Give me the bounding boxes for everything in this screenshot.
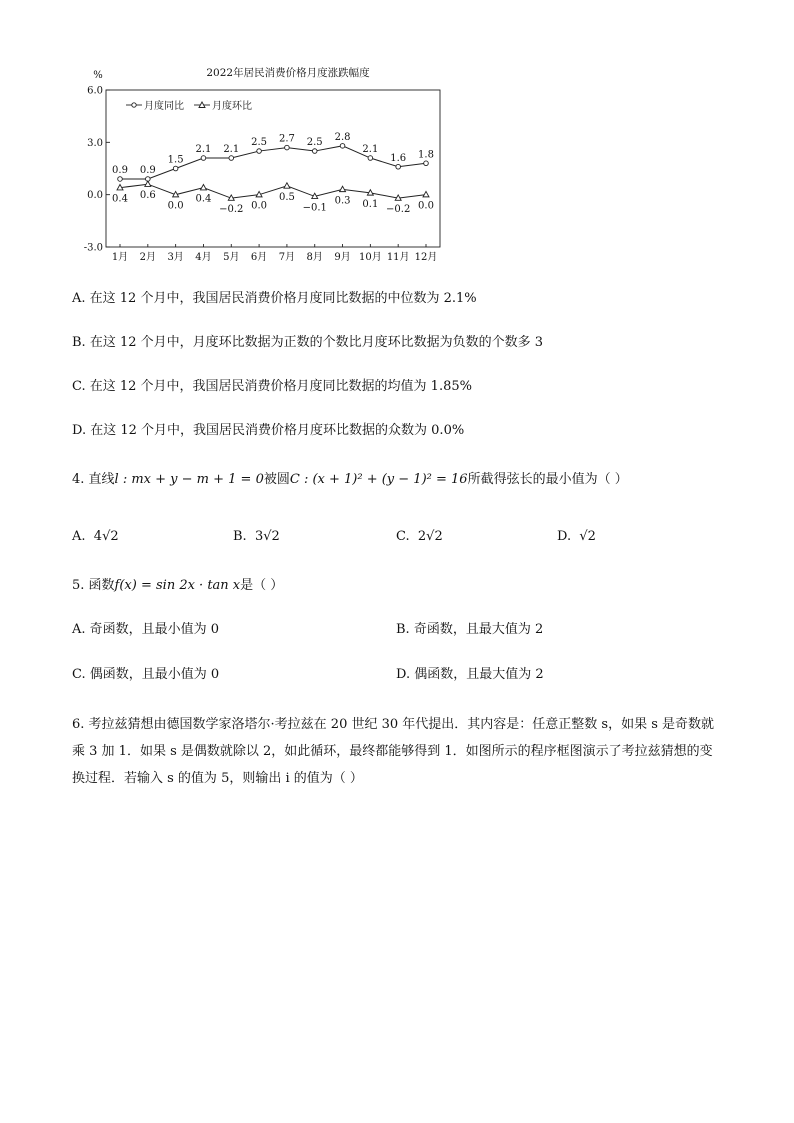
- q4-option-c-value: 2√2: [417, 529, 443, 544]
- q3-option-b[interactable]: B. 在这 12 个月中，月度环比数据为正数的个数比月度环比数据为负数的个数多 3: [72, 335, 544, 350]
- data-point-triangle: [423, 191, 429, 196]
- data-point-circle: [173, 166, 178, 171]
- y-tick-label: 3.0: [87, 137, 103, 149]
- x-tick-label: 4月: [195, 252, 212, 263]
- q4-option-c-letter: C.: [396, 529, 410, 544]
- series-line: [120, 146, 426, 179]
- q3-option-a[interactable]: A. 在这 12 个月中，我国居民消费价格月度同比数据的中位数为 2.1%: [72, 291, 477, 306]
- chart-title: 2022年居民消费价格月度涨跌幅度: [206, 67, 370, 79]
- q4-option-a-letter: A.: [72, 529, 86, 544]
- x-tick-label: 3月: [167, 252, 184, 263]
- data-label: 0.1: [362, 198, 379, 210]
- data-label: 0.6: [139, 190, 156, 202]
- data-point-circle: [118, 177, 123, 182]
- q4-option-b-value: 3√2: [254, 529, 280, 544]
- data-label: 2.1: [223, 144, 240, 156]
- q5-function-expr: f(x) = sin 2x · tan x: [114, 578, 241, 593]
- series-layer: [112, 132, 434, 215]
- x-tick-label: 10月: [358, 252, 382, 263]
- y-tick-label: 0.0: [87, 190, 103, 202]
- data-point-circle: [396, 164, 401, 169]
- y-axis-unit: %: [93, 70, 103, 81]
- data-label: 2.8: [334, 131, 351, 143]
- data-label: 0.3: [334, 195, 351, 207]
- q4-option-c[interactable]: [396, 527, 443, 547]
- data-label: −0.2: [219, 204, 244, 216]
- data-label: −0.2: [386, 204, 411, 216]
- x-tick-label: 1月: [111, 252, 129, 263]
- data-point-triangle: [145, 181, 151, 186]
- q5-stem-prefix: 5. 函数: [72, 578, 115, 593]
- q4-line-equation: l : mx + y − m + 1 = 0: [114, 472, 264, 487]
- data-label: 2.7: [278, 133, 295, 145]
- plot-frame: [106, 90, 440, 247]
- q4-stem-mid: 被圆: [263, 472, 290, 487]
- q3-option-d[interactable]: D. 在这 12 个月中，我国居民消费价格月度环比数据的众数为 0.0%: [72, 423, 465, 438]
- q4-stem-prefix: 4. 直线: [72, 472, 115, 487]
- q5-option-b[interactable]: B. 奇函数，且最大值为 2: [396, 622, 544, 637]
- data-point-circle: [257, 149, 262, 154]
- data-point-circle: [340, 144, 345, 149]
- data-label: 0.9: [112, 164, 128, 176]
- q5-option-c[interactable]: C. 偶函数，且最小值为 0: [72, 667, 220, 682]
- data-label: 1.6: [390, 152, 407, 164]
- series-mom: [112, 181, 434, 215]
- legend-label-yoy: 月度同比: [144, 101, 184, 112]
- data-label: 1.5: [167, 154, 184, 166]
- y-tick-label: -3.0: [83, 242, 103, 254]
- data-point-triangle: [200, 184, 206, 189]
- data-label: 2.5: [251, 137, 268, 149]
- data-label: 0.0: [167, 200, 184, 212]
- data-point-circle: [368, 156, 373, 161]
- x-tick-label: 12月: [414, 252, 438, 263]
- q5-stem: [72, 576, 283, 596]
- x-tick-label: 5月: [223, 252, 240, 263]
- series-line: [120, 184, 426, 198]
- data-point-triangle: [340, 186, 346, 191]
- x-tick-label: 6月: [250, 252, 268, 263]
- legend-label-mom: 月度环比: [212, 101, 252, 112]
- x-tick-label: 8月: [306, 252, 323, 263]
- data-point-circle: [285, 145, 290, 150]
- cpi-line-chart: [78, 64, 448, 264]
- series-yoy: [112, 132, 434, 181]
- data-label: 2.1: [195, 144, 212, 156]
- x-tick-label: 9月: [334, 252, 351, 263]
- q4-option-d-value: √2: [579, 529, 596, 544]
- q4-option-b-letter: B.: [233, 529, 247, 544]
- q5-option-a[interactable]: A. 奇函数，且最小值为 0: [72, 622, 220, 637]
- q4-stem-suffix: 所截得弦长的最小值为（ ）: [467, 472, 628, 487]
- q6-stem: 6. 考拉兹猜想由德国数学家洛塔尔·考拉兹在 20 世纪 30 年代提出．其内容是：任意正整数 s，如果 s 是奇数就乘 3 加 1．如果 s 是偶数就除以 2，如此循环，最终都能够得到 1．如图所示的程序框图演示了考拉兹猜想的变换过程．若输入 s 的值为 5，则输出 i 的值为（ ）: [72, 717, 715, 786]
- data-point-circle: [201, 156, 206, 161]
- data-point-circle: [312, 149, 317, 154]
- data-label: 1.8: [418, 149, 434, 161]
- data-label: 0.4: [195, 193, 212, 205]
- data-label: 0.5: [278, 191, 295, 203]
- q4-option-a[interactable]: [72, 527, 119, 547]
- q4-stem: [72, 470, 628, 490]
- data-point-circle: [229, 156, 234, 161]
- data-label: 2.1: [362, 144, 379, 156]
- data-label: 0.0: [251, 200, 268, 212]
- q4-option-a-value: 4√2: [93, 529, 119, 544]
- data-label: 0.4: [112, 193, 128, 205]
- data-point-triangle: [284, 183, 290, 188]
- x-tick-label: 2月: [139, 252, 157, 263]
- q4-option-d-letter: D.: [557, 529, 572, 544]
- x-tick-label: 7月: [278, 252, 296, 263]
- q3-option-c[interactable]: C. 在这 12 个月中，我国居民消费价格月度同比数据的均值为 1.85%: [72, 379, 472, 394]
- data-label: 2.5: [306, 137, 323, 149]
- data-point-circle: [424, 161, 429, 166]
- data-label: −0.1: [302, 202, 327, 214]
- q4-option-d[interactable]: [557, 527, 596, 547]
- data-label: 0.9: [139, 164, 156, 176]
- q5-stem-suffix: 是（ ）: [240, 578, 284, 593]
- q4-option-b[interactable]: [233, 527, 280, 547]
- x-tick-label: 11月: [386, 252, 410, 263]
- data-label: 0.0: [418, 200, 434, 212]
- legend-circle-marker: [132, 103, 136, 107]
- chart-legend: [126, 99, 252, 112]
- q4-circle-equation: C : (x + 1)² + (y − 1)² = 16: [289, 472, 468, 487]
- y-tick-label: 6.0: [87, 85, 103, 97]
- q5-option-d[interactable]: D. 偶函数，且最大值为 2: [396, 667, 544, 682]
